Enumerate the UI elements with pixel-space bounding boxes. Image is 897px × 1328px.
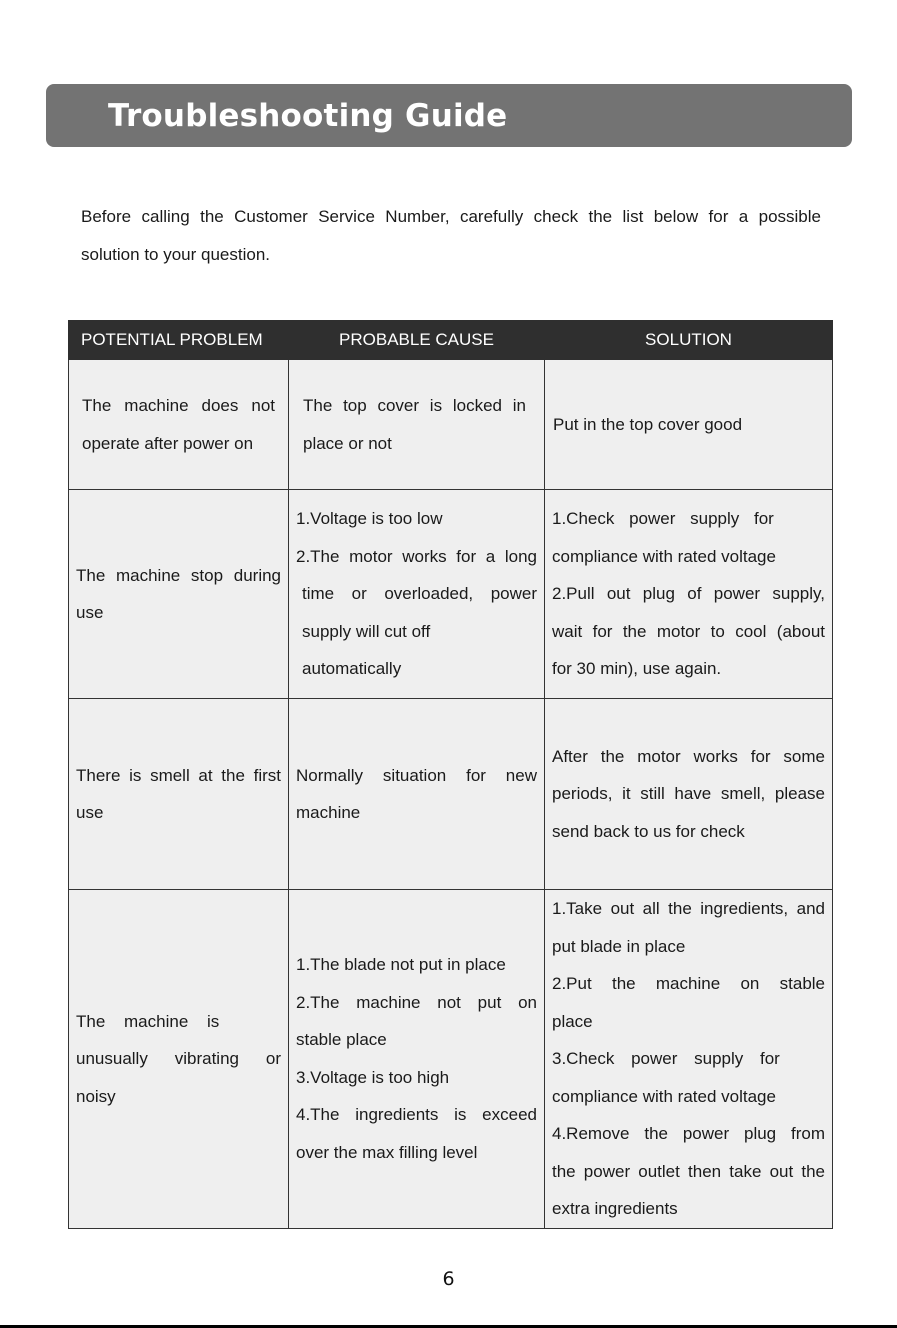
cell-line: use — [76, 803, 104, 822]
column-header-problem: POTENTIAL PROBLEM — [69, 321, 289, 360]
cell-line: operate after power on — [82, 433, 254, 453]
table-row — [69, 490, 833, 699]
cell-line: After the motor works for some — [552, 746, 825, 766]
cell-line: 2.The machine not put on — [296, 992, 537, 1012]
cell-line: There is smell at the first — [76, 765, 281, 785]
solution-cell — [545, 699, 833, 890]
cell-line: automatically — [302, 659, 402, 679]
solution-cell — [545, 890, 833, 1229]
troubleshooting-table — [68, 320, 833, 1229]
cell-line: noisy — [76, 1086, 116, 1106]
cell-line: 2.The motor works for a long — [296, 546, 537, 566]
cell-line: Put in the top cover good — [553, 414, 743, 434]
cell-line: for 30 min), use again. — [552, 659, 722, 679]
cell-line: 3.Voltage is too high — [296, 1067, 450, 1087]
cell-line: over the max filling level — [296, 1142, 478, 1162]
cell-line: send back to us for check — [552, 821, 745, 841]
cell-line: machine — [296, 803, 361, 822]
cell-line: 1.Check power supply for — [552, 509, 774, 529]
problem-cell — [69, 490, 289, 699]
cell-line: The top cover is locked in — [303, 396, 526, 415]
title-banner — [46, 84, 852, 147]
table-row — [69, 699, 833, 890]
solution-cell — [545, 360, 833, 490]
cell-line: 1.Take out all the ingredients, and — [552, 899, 825, 918]
cell-line: 4.Remove the power plug from — [552, 1124, 825, 1143]
problem-cell — [69, 699, 289, 890]
table-row — [69, 890, 833, 1229]
cell-line: 1.Voltage is too low — [296, 509, 443, 529]
problem-cell — [69, 890, 289, 1229]
page-number: 6 — [442, 1268, 455, 1290]
solution-cell — [545, 490, 833, 699]
problem-cell — [69, 360, 289, 490]
cause-cell — [289, 699, 545, 890]
cell-line: periods, it still have smell, please — [552, 784, 825, 804]
cause-cell — [289, 890, 545, 1229]
table-row — [69, 360, 833, 490]
cell-line: unusually vibrating or — [76, 1049, 281, 1068]
page-title: Troubleshooting Guide — [108, 98, 508, 134]
cell-line: 3.Check power supply for — [552, 1049, 780, 1068]
column-header-solution: SOLUTION — [545, 321, 833, 360]
cell-line: The machine does not — [82, 396, 275, 415]
cell-line: 2.Put the machine on stable — [552, 974, 825, 993]
table-header-row — [69, 321, 833, 360]
cell-line: wait for the motor to cool (about — [552, 621, 825, 641]
cause-cell — [289, 490, 545, 699]
cell-line: put blade in place — [552, 936, 686, 956]
column-header-cause: PROBABLE CAUSE — [289, 321, 545, 360]
cell-line: 2.Pull out plug of power supply, — [552, 584, 825, 604]
cell-line: Normally situation for new — [296, 765, 537, 785]
intro-line-1: Before calling the Customer Service Number, carefully check the list below for a possible — [81, 207, 821, 226]
cell-line: The machine is — [76, 1011, 220, 1031]
cell-line: compliance with rated voltage — [552, 546, 776, 566]
intro-line-2: solution to your question. — [81, 245, 271, 264]
cause-cell — [289, 360, 545, 490]
cell-line: compliance with rated voltage — [552, 1086, 776, 1106]
cell-line: supply will cut off — [302, 621, 431, 641]
cell-line: 4.The ingredients is exceed — [296, 1105, 537, 1125]
cell-line: extra ingredients — [552, 1199, 678, 1218]
intro-paragraph — [81, 198, 821, 274]
cell-line: 1.The blade not put in place — [296, 955, 506, 975]
cell-line: time or overloaded, power — [302, 584, 537, 604]
cell-line: The machine stop during — [76, 565, 281, 585]
cell-line: the power outlet then take out the — [552, 1161, 825, 1181]
cell-line: stable place — [296, 1030, 387, 1050]
cell-line: place or not — [303, 433, 392, 453]
cell-line: place — [552, 1011, 593, 1031]
cell-line: use — [76, 603, 104, 622]
